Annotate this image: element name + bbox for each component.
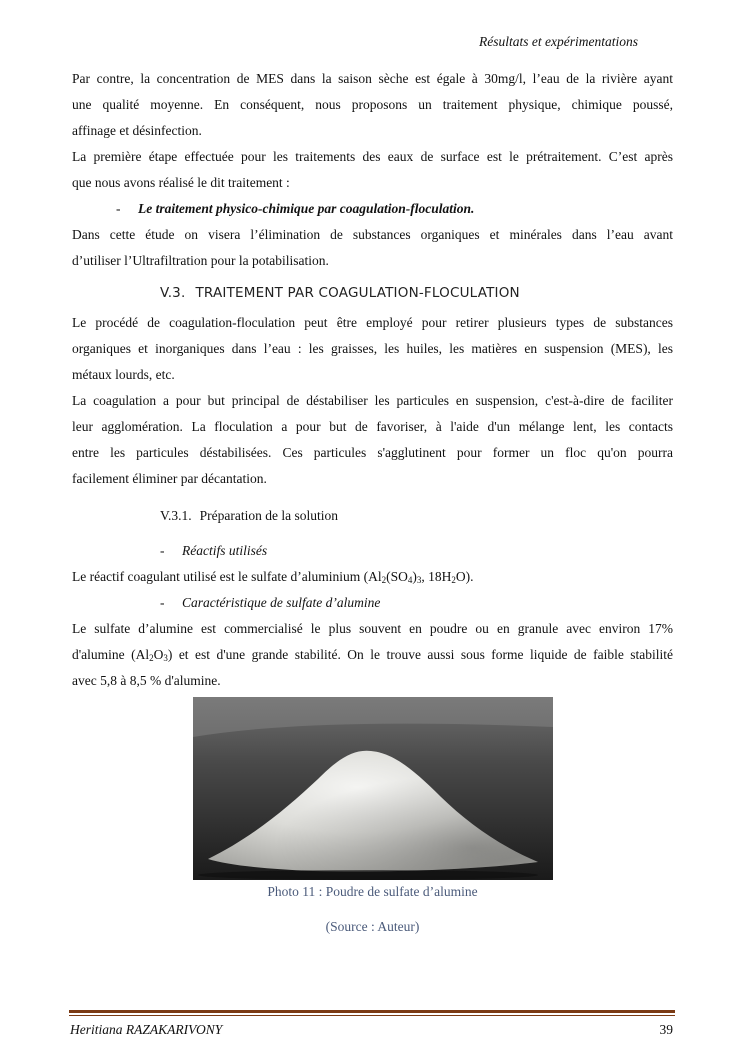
- text-line: affinage et désinfection.: [72, 123, 202, 138]
- page-number: 39: [659, 1022, 673, 1037]
- footer-rule-thin: [69, 1015, 675, 1016]
- text-line: Dans cette étude on visera l’élimination de substances organiques et minérales dans l’eau avant: [72, 227, 673, 242]
- bullet-dash: -: [116, 201, 121, 216]
- subscript: 2: [451, 575, 456, 585]
- paragraph-coagulant-reagent: [72, 564, 474, 590]
- subscript: 3: [163, 653, 168, 663]
- section-number: V.3.: [160, 285, 186, 301]
- bullet-reagents: [160, 538, 267, 564]
- text-fragment: ) et est d'une grande stabilité. On le trouve aussi sous forme liquide de faible stabilité: [167, 647, 674, 662]
- text-fragment: O: [153, 647, 164, 662]
- paragraph-pretreatment: [72, 144, 673, 196]
- bullet-characteristics: [160, 590, 380, 616]
- text-line: La coagulation a pour but principal de déstabiliser les particules en suspension, c'est-à-dire de faciliter: [72, 393, 673, 408]
- paragraph-alumina-sulfate: [72, 616, 673, 694]
- subsection-number: V.3.1.: [160, 508, 192, 523]
- text-line: organiques et inorganiques dans l’eau : les graisses, les huiles, les matières en suspension (MES), les: [72, 341, 673, 356]
- text-line: Par contre, la concentration de MES dans la saison sèche est égale à 30mg/l, l’eau de la rivière ayant: [72, 71, 673, 86]
- text-line: avec 5,8 à 8,5 % d'alumine.: [72, 673, 221, 688]
- text-fragment: , 18H: [421, 569, 452, 584]
- figure-source: (Source : Auteur): [325, 919, 420, 934]
- text-line: facilement éliminer par décantation.: [72, 471, 267, 486]
- text-line: que nous avons réalisé le dit traitement :: [72, 175, 290, 190]
- footer-rule: [69, 1010, 675, 1013]
- text-line: d’utiliser l’Ultrafiltration pour la potabilisation.: [72, 253, 329, 268]
- subscript: 2: [149, 653, 154, 663]
- section-heading: [160, 285, 520, 301]
- bullet-text: Réactifs utilisés: [182, 543, 268, 558]
- text-line: Le sulfate d’alumine est commercialisé le plus souvent en poudre ou en granule avec environ 17%: [72, 621, 673, 636]
- text-line: leur agglomération. La floculation a pour but de favoriser, à l'aide d'un mélange lent, les contacts: [72, 419, 673, 434]
- text-line: [72, 642, 673, 668]
- footer-author: Heritiana RAZAKARIVONY: [70, 1022, 223, 1037]
- text-fragment: ): [412, 569, 417, 584]
- paragraph-mes-concentration: [72, 66, 673, 144]
- text-line: une qualité moyenne. En conséquent, nous proposons un traitement physique, chimique poussé,: [72, 97, 673, 112]
- running-header: Résultats et expérimentations: [479, 34, 638, 49]
- text-line: Le procédé de coagulation-floculation peut être employé pour retirer plusieurs types de substances: [72, 315, 673, 330]
- text-fragment: d'alumine (Al: [72, 647, 150, 662]
- bullet-text: Caractéristique de sulfate d’alumine: [182, 595, 381, 610]
- subscript: 4: [407, 575, 413, 585]
- subsection-heading: [160, 508, 338, 524]
- subsection-title: Préparation de la solution: [199, 508, 338, 523]
- paragraph-process-description: [72, 310, 673, 388]
- text-line: La première étape effectuée pour les traitements des eaux de surface est le prétraitement. C’est après: [72, 149, 673, 164]
- paragraph-coagulation-goal: [72, 388, 673, 492]
- text-fragment: Le réactif coagulant utilisé est le sulfate d’aluminium (Al: [72, 569, 382, 584]
- subscript: 3: [416, 575, 422, 585]
- text-fragment: O).: [455, 569, 474, 584]
- bullet-dash: -: [160, 595, 165, 610]
- bullet-dash: -: [160, 543, 165, 558]
- bullet-text: Le traitement physico-chimique par coagulation-floculation.: [138, 201, 475, 216]
- section-title: TRAITEMENT PAR COAGULATION-FLOCULATION: [195, 285, 520, 301]
- paragraph-study-objective: [72, 222, 673, 274]
- powder-photo: [193, 697, 553, 880]
- subscript: 2: [381, 575, 387, 585]
- bullet-physico-chemical: [116, 196, 474, 222]
- text-line: entre les particules déstabilisées. Ces particules s'agglutinent pour former un floc qu'on pourra: [72, 445, 673, 460]
- text-fragment: (SO: [386, 569, 408, 584]
- text-line: métaux lourds, etc.: [72, 367, 175, 382]
- figure-caption: Photo 11 : Poudre de sulfate d’alumine: [267, 884, 478, 899]
